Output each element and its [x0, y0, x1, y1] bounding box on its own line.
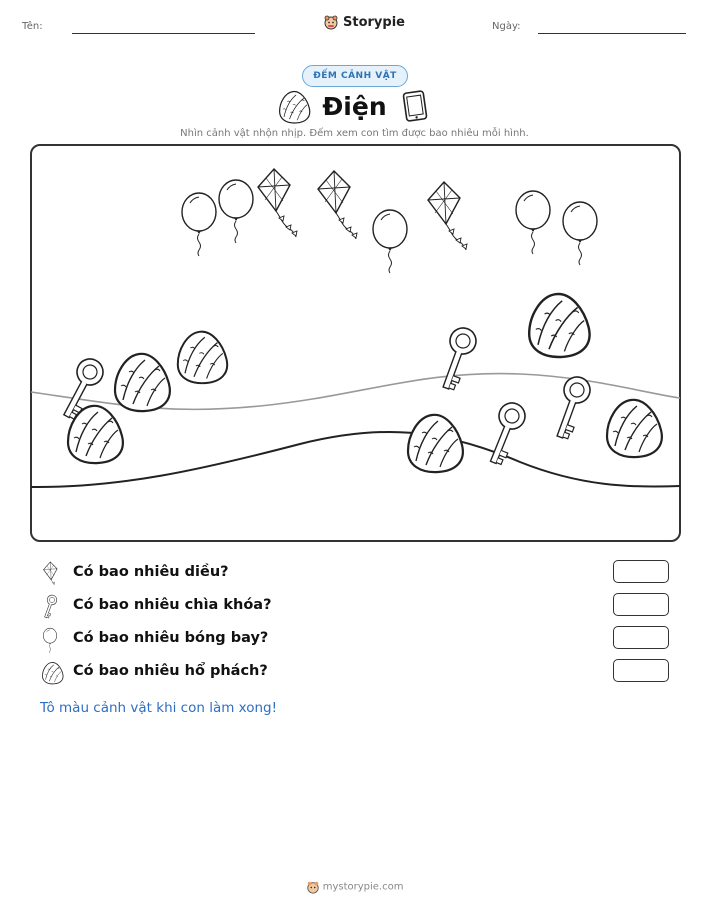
key: [481, 399, 529, 467]
kite: [318, 171, 357, 239]
name-label: Tên:: [22, 21, 43, 32]
balloon: [563, 202, 597, 265]
kite-icon: [40, 561, 64, 585]
brand-logo: [323, 14, 405, 30]
balloon-icon: [40, 627, 60, 653]
balloon: [516, 191, 550, 254]
amber-icon: [40, 661, 66, 685]
page-title: Điện: [322, 92, 387, 121]
key: [548, 373, 594, 441]
instructions: Nhìn cảnh vật nhộn nhịp. Đếm xem con tìm được bao nhiêu mỗi hình.: [180, 128, 529, 139]
name-line[interactable]: [72, 33, 255, 34]
key-icon: [40, 594, 64, 620]
key: [434, 324, 480, 392]
kite: [428, 182, 467, 250]
activity-badge: ĐẾM CẢNH VẬT: [302, 65, 408, 87]
amber-stone: [529, 294, 589, 357]
balloon: [219, 180, 253, 243]
question-keys: Có bao nhiêu chìa khóa?: [73, 597, 272, 613]
date-label: Ngày:: [492, 21, 521, 32]
footer: [0, 880, 709, 894]
answer-box-keys[interactable]: [613, 593, 669, 616]
scene-illustration: [30, 144, 681, 542]
question-kites: Có bao nhiêu diều?: [73, 564, 229, 580]
storypie-mascot-icon: [306, 880, 320, 894]
question-amber: Có bao nhiêu hổ phách?: [73, 663, 268, 679]
finish-note: Tô màu cảnh vật khi con làm xong!: [40, 700, 278, 716]
amber-stone: [607, 400, 662, 457]
storypie-mascot-icon: [323, 14, 339, 30]
answer-box-kites[interactable]: [613, 560, 669, 583]
amber-stone: [178, 332, 227, 384]
answer-box-balloons[interactable]: [613, 626, 669, 649]
footer-url[interactable]: mystorypie.com: [322, 881, 404, 893]
answer-box-amber[interactable]: [613, 659, 669, 682]
brand-name: Storypie: [343, 14, 405, 30]
phone-icon: [400, 90, 430, 122]
amber-stone: [408, 415, 463, 472]
date-line[interactable]: [538, 33, 686, 34]
question-balloons: Có bao nhiêu bóng bay?: [73, 630, 269, 646]
kite: [258, 169, 297, 237]
balloon: [182, 193, 216, 256]
amber-stone: [115, 354, 170, 411]
balloon: [373, 210, 407, 273]
